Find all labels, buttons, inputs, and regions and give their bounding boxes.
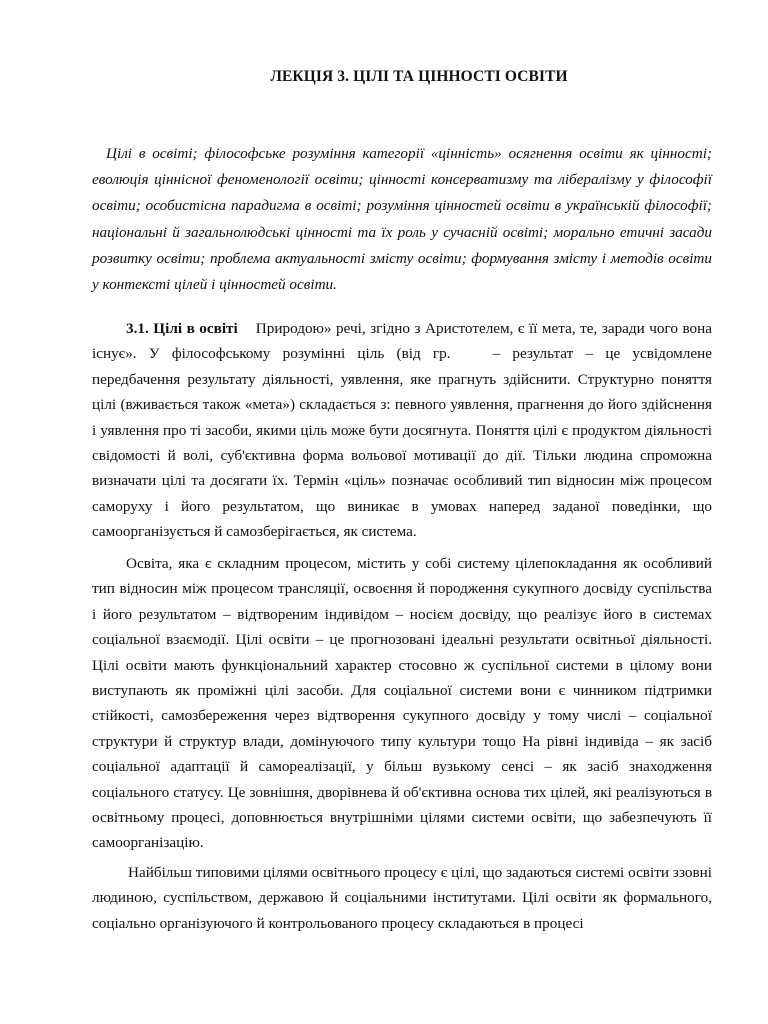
paragraph-2: Освіта, яка є складним процесом, містить у собі систему цілепокладання як особливий тип відносин між процесом трансляції, освоєння й породження сукупного досвіду суспільства і його результатом – відтвореним індивідом – носієм досвіду, що реалізує його в системах соціальної взаємодії. Цілі освіти – це прогнозовані ідеальні результати освітньої діяльності. Цілі освіти мають функціональний характер стосовно ж суспільної системи в цілому вони виступають як проміжні цілі засоби. Для соціальної системи вони є чинником підтримки стійкості, самозбереження через відтворення сукупного досвіду у тому числі – соціальної структури й структур влади, домінуючого типу культури тощо На рівні індивіда – як засіб соціальної адаптації й самореалізації, у більш вузькому сенсі – як засіб знаходження соціального статусу. Це зовнішня, дворівнева й об'єктивна основа тих цілей, які реалізуються в освітньому процесі, доповнюється внутрішніми цілями системи освіти, що забезпечують її самоорганізацію.: [92, 555, 712, 852]
lecture-abstract: Цілі в освіті; філософське розуміння категорії «цінність» осягнення освіти як цінності; еволюція ціннісної феноменології освіти; цінності консерватизму та лібералізму у філософії освіти; особистісна парадигма в освіті; розуміння цінностей освіти в українській філософії; національні й загальнолюдські цінності та їх роль у сучасній освіті; морально етичні засади розвитку освіти; проблема актуальності змісту освіти; формування змісту і методів освіти у контексті цілей і цінностей освіти.: [92, 145, 712, 294]
paragraph-3: Найбільш типовими цілями освітнього процесу є цілі, що задаються системі освіти ззовні людиною, суспільством, державою й соціальними інститутами. Цілі освіти як формального, соціально організуючого й контрольованого процесу складаються в процесі: [92, 864, 712, 932]
paragraph-1-part-b: – результат – це усвідомлене передбачення результату діяльності, уявлення, яке прагнуть здійснити. Структурно поняття цілі (вживається також «мета») складається з: певного уявлення, прагнення до його здійснення і уявлення про ті засоби, якими ціль може бути досягнута. Поняття цілі є продуктом діяльності свідомості й волі, суб'єктивна форма вольової мотивації до дії. Тільки людина спроможна визначати цілі та досягати їх. Термін «ціль» позначає особливий тип відносин між процесом саморуху і його результатом, що виникає в умовах наперед заданої поведінки, що самоорганізується й самозберігається, як система.: [92, 345, 712, 541]
paragraph-1: [92, 316, 712, 545]
lecture-title: ЛЕКЦІЯ 3. ЦІЛІ ТА ЦІННОСТІ ОСВІТИ: [270, 68, 568, 85]
paragraph-1-part-a: Природою» речі, згідно з Аристотелем, є її мета, те, заради чого вона існує». У філософському розумінні ціль (від гр.: [92, 320, 712, 363]
section-heading: 3.1. Цілі в освіті: [126, 320, 238, 337]
